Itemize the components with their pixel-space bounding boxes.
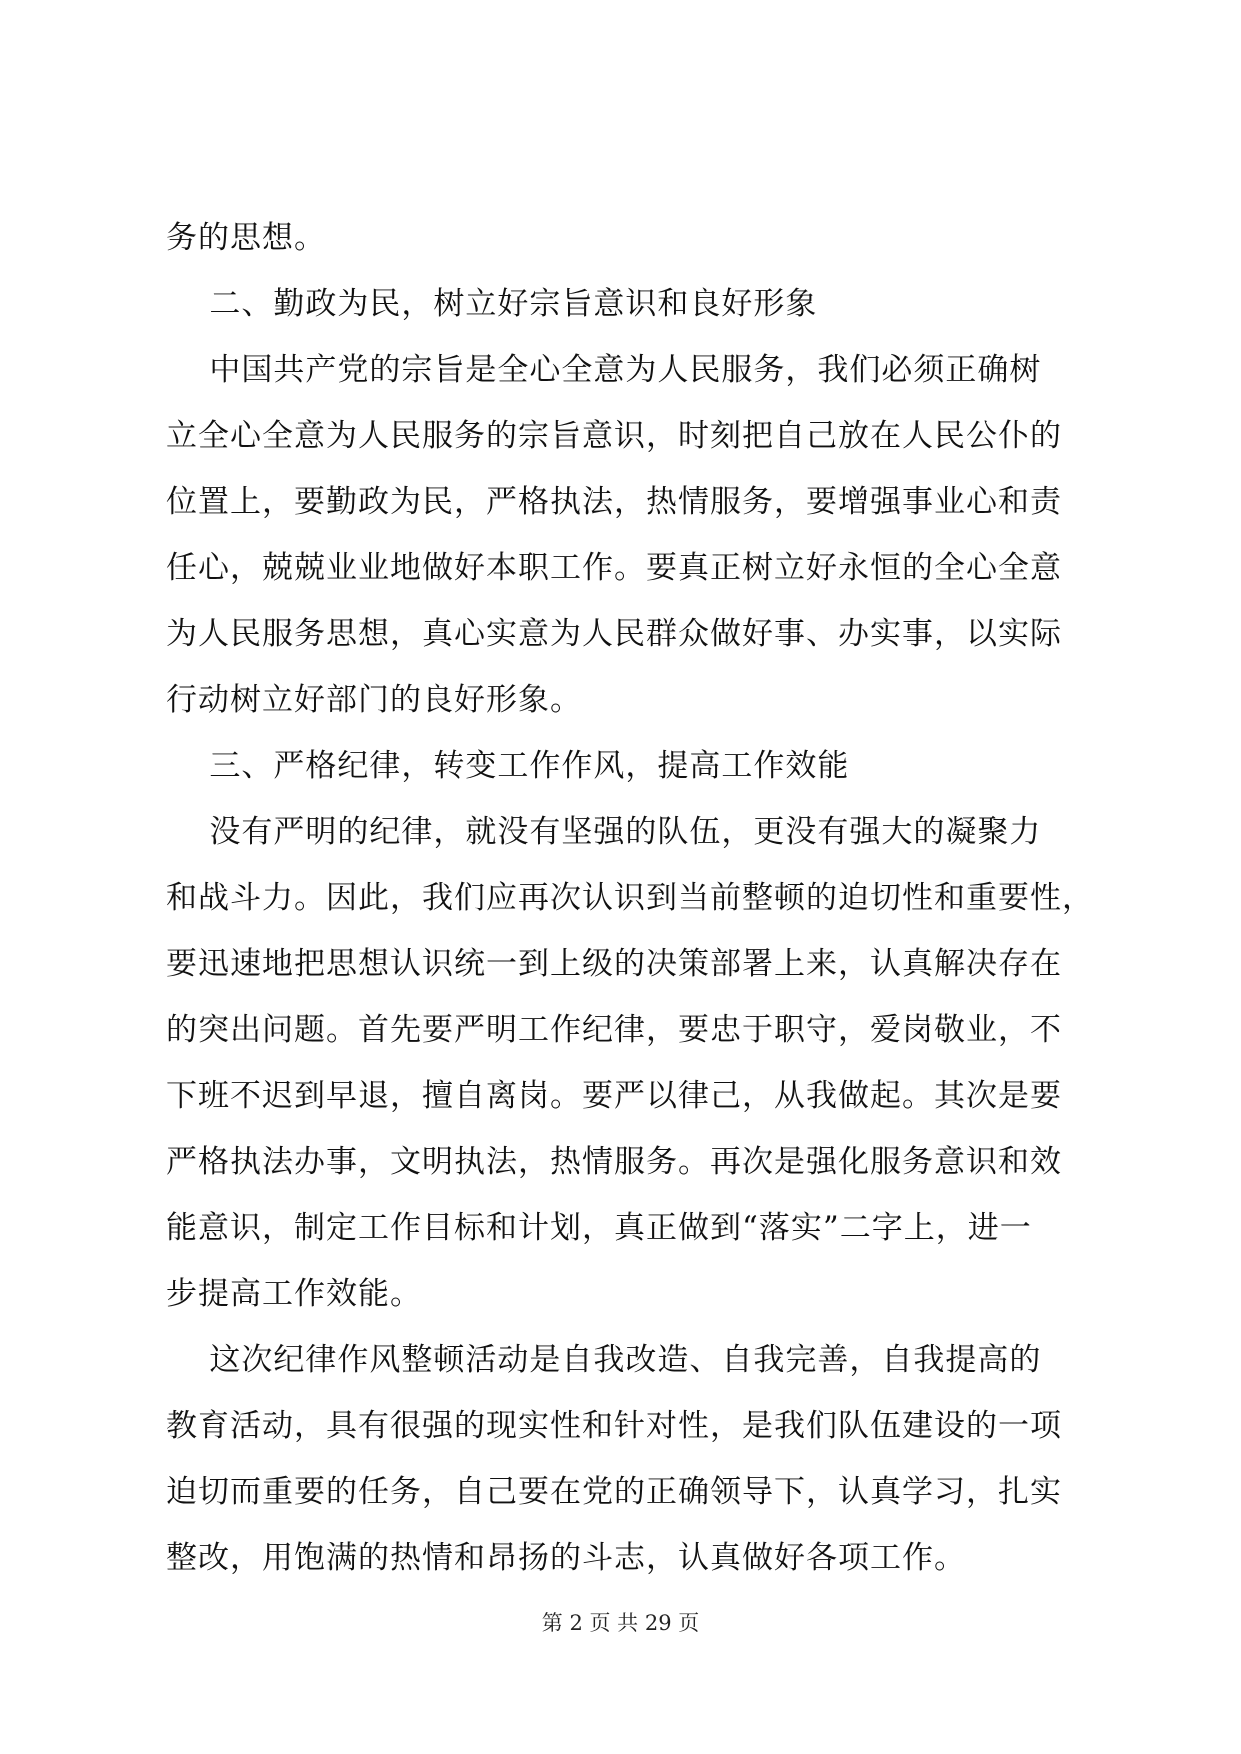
text-line: 要迅速地把思想认识统一到上级的决策部署上来，认真解决存在 bbox=[166, 946, 1062, 982]
page-number-footer: 第 2 页 共 29 页 bbox=[541, 1611, 700, 1635]
text-line: 任心，兢兢业业地做好本职工作。要真正树立好永恒的全心全意 bbox=[166, 550, 1062, 586]
text-line: 务的思想。 bbox=[166, 220, 326, 256]
text-line: 教育活动，具有很强的现实性和针对性，是我们队伍建设的一项 bbox=[166, 1408, 1062, 1444]
text-line: 这次纪律作风整顿活动是自我改造、自我完善，自我提高的 bbox=[166, 1342, 1042, 1378]
text-line: 的突出问题。首先要严明工作纪律，要忠于职守，爱岗敬业，不 bbox=[166, 1012, 1062, 1048]
text-line: 严格执法办事，文明执法，热情服务。再次是强化服务意识和效 bbox=[166, 1144, 1062, 1180]
text-line: 下班不迟到早退，擅自离岗。要严以律己，从我做起。其次是要 bbox=[166, 1078, 1062, 1114]
document-body bbox=[166, 205, 1094, 1591]
text-line: 位置上，要勤政为民，严格执法，热情服务，要增强事业心和责 bbox=[166, 484, 1062, 520]
text-line: 整改，用饱满的热情和昂扬的斗志，认真做好各项工作。 bbox=[166, 1540, 966, 1576]
text-line: 能意识，制定工作目标和计划，真正做到“落实”二字上，进一 bbox=[166, 1210, 1032, 1246]
text-line: 立全心全意为人民服务的宗旨意识，时刻把自己放在人民公仆的 bbox=[166, 418, 1062, 454]
text-line: 和战斗力。因此，我们应再次认识到当前整顿的迫切性和重要性， bbox=[166, 880, 1094, 916]
section-heading: 三、严格纪律，转变工作作风，提高工作效能 bbox=[166, 748, 850, 784]
text-line: 中国共产党的宗旨是全心全意为人民服务，我们必须正确树 bbox=[166, 352, 1042, 388]
text-line: 行动树立好部门的良好形象。 bbox=[166, 682, 582, 718]
text-line: 步提高工作效能。 bbox=[166, 1276, 422, 1312]
section-heading: 二、勤政为民，树立好宗旨意识和良好形象 bbox=[166, 286, 818, 322]
text-line: 没有严明的纪律，就没有坚强的队伍，更没有强大的凝聚力 bbox=[166, 814, 1042, 850]
text-line: 迫切而重要的任务，自己要在党的正确领导下，认真学习，扎实 bbox=[166, 1474, 1062, 1510]
text-line: 为人民服务思想，真心实意为人民群众做好事、办实事，以实际 bbox=[166, 616, 1062, 652]
